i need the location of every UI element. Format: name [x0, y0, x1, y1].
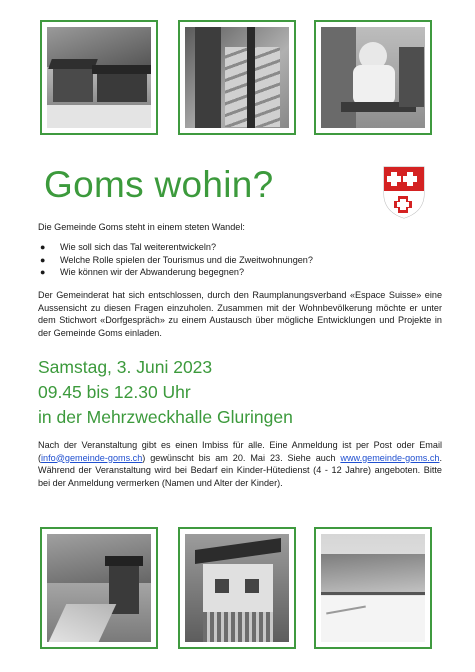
event-date: Samstag, 3. Juni 2023: [38, 357, 213, 377]
event-place: in der Mehrzweckhalle Gluringen: [38, 407, 293, 427]
bullet-icon: ●: [40, 242, 46, 252]
website-link[interactable]: www.gemeinde-goms.ch: [340, 452, 440, 463]
email-link[interactable]: info@gemeinde-goms.ch: [41, 452, 143, 463]
bullet-icon: ●: [40, 267, 46, 278]
council-paragraph: Der Gemeinderat hat sich entschlossen, durch den Raumplanungsverband «Espace Suisse» eine Aussensicht zu diesen Fragen einzuholen. Zusammen mit der Wohnbevölkerung möchte er unter dem Stichwort «Dorfgespräch» zu einem Austausch über mögliche Entwicklungen und Projekte in der Gemeinde Goms einladen.: [38, 290, 442, 338]
list-item: ● Wie soll sich das Tal weiterentwickeln?: [40, 242, 217, 252]
photo-snowy-landscape: [314, 527, 432, 649]
page-title: Goms wohin?: [44, 164, 274, 205]
event-time: 09.45 bis 12.30 Uhr: [38, 382, 191, 402]
intro-text: Die Gemeinde Goms steht in einem steten Wandel:: [38, 222, 245, 232]
registration-paragraph: Nach der Veranstaltung gibt es einen Imbiss für alle. Eine Anmeldung ist per Post oder Email (info@gemeinde-goms.ch) gewünscht bis am 20. Mai 23. Siehe auch www.gemeinde-goms.ch. Während der Veranstaltung wird bei Bedarf ein Kinder-Hütedienst (4 - 12 Jahre) angeboten. Bitte bei der Anmeldung vermerken (Namen und Alter der Kinder).: [38, 440, 442, 488]
photo-house-facade: [178, 527, 296, 649]
photo-wooden-stairs: [178, 20, 296, 135]
questions-list: [38, 241, 442, 279]
photo-village-road: [40, 527, 158, 649]
bullet-icon: ●: [40, 254, 46, 265]
photo-village-houses: [40, 20, 158, 135]
list-item: ● Welche Rolle spielen der Tourismus und die Zweitwohnungen?: [40, 254, 313, 265]
coat-of-arms-icon: [381, 164, 427, 220]
list-item: ● Wie können wir der Abwanderung begegnen?: [40, 267, 245, 278]
photo-person-on-bench: [314, 20, 432, 135]
